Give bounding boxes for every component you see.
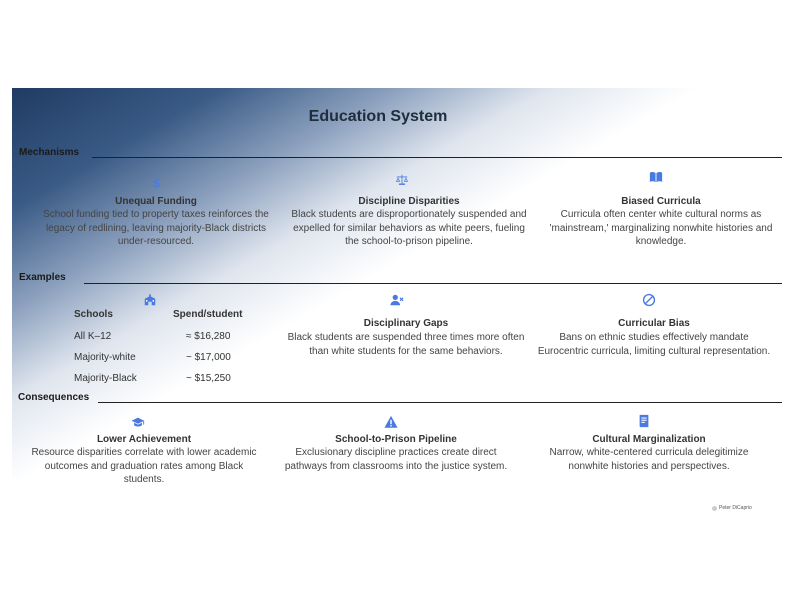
table-header-cell: Spend/student xyxy=(173,309,243,320)
section-rule xyxy=(84,283,782,284)
card-title: School-to-Prison Pipeline xyxy=(335,434,457,445)
card-title: Lower Achievement xyxy=(96,434,192,445)
school-icon xyxy=(142,292,158,308)
book-icon xyxy=(648,169,664,185)
table-cell: ~ $15,250 xyxy=(186,373,231,384)
card-title: Discipline Disparities xyxy=(358,196,460,207)
card-text: Bans on ethnic studies effectively mandate Eurocentric curricula, limiting cultural representation. xyxy=(537,332,771,357)
table-header-cell: Schools xyxy=(74,309,113,320)
card-text: Exclusionary discipline practices create direct pathways from classrooms into the justice system. xyxy=(284,447,508,472)
section-rule xyxy=(98,402,782,403)
scale-icon xyxy=(394,172,410,188)
dollar-icon xyxy=(148,174,164,190)
card-text: School funding tied to property taxes reinforces the legacy of redlining, leaving majority-Black districts under-resourced. xyxy=(43,209,269,247)
card-title: Unequal Funding xyxy=(115,196,197,207)
page-title: Education System xyxy=(308,108,448,125)
graduation-cap-icon xyxy=(130,414,146,430)
card-title: Curricular Bias xyxy=(618,318,690,329)
card-title: Biased Curricula xyxy=(621,196,701,207)
card-title: Disciplinary Gaps xyxy=(363,318,449,329)
section-label-mechanisms: Mechanisms xyxy=(19,147,80,158)
card-text: Narrow, white-centered curricula delegitimize nonwhite histories and perspectives. xyxy=(549,447,749,472)
section-rule xyxy=(92,157,782,158)
table-cell: Majority-Black xyxy=(74,373,137,384)
card-text: Resource disparities correlate with lower academic outcomes and graduation rates among Black students. xyxy=(31,447,257,485)
table-cell: All K–12 xyxy=(74,331,112,342)
card-text: Curricula often center white cultural norms as 'mainstream,' marginalizing nonwhite histories and knowledge. xyxy=(549,209,773,247)
table-cell: ~ $17,000 xyxy=(186,352,231,363)
card-title: Cultural Marginalization xyxy=(592,434,706,445)
prohibited-icon xyxy=(641,292,657,308)
warning-icon xyxy=(383,414,399,430)
table-cell: ≈ $16,280 xyxy=(186,331,231,342)
person-x-icon xyxy=(389,292,405,308)
author-credit xyxy=(712,505,752,511)
card-text: Black students are suspended three times more often than white students for the same behaviors. xyxy=(287,332,525,357)
book-closed-icon xyxy=(636,413,652,429)
card-text: Black students are disproportionately suspended and expelled for similar behaviors as white peers, fueling the school-to-prison pipeline. xyxy=(291,209,527,247)
table-cell: Majority-white xyxy=(74,352,136,363)
section-label-examples: Examples xyxy=(19,272,66,283)
section-label-consequences: Consequences xyxy=(18,392,90,403)
svg-text:$: $ xyxy=(152,175,160,189)
author-name: Peter DiCaprio xyxy=(719,505,752,511)
avatar xyxy=(712,506,717,511)
